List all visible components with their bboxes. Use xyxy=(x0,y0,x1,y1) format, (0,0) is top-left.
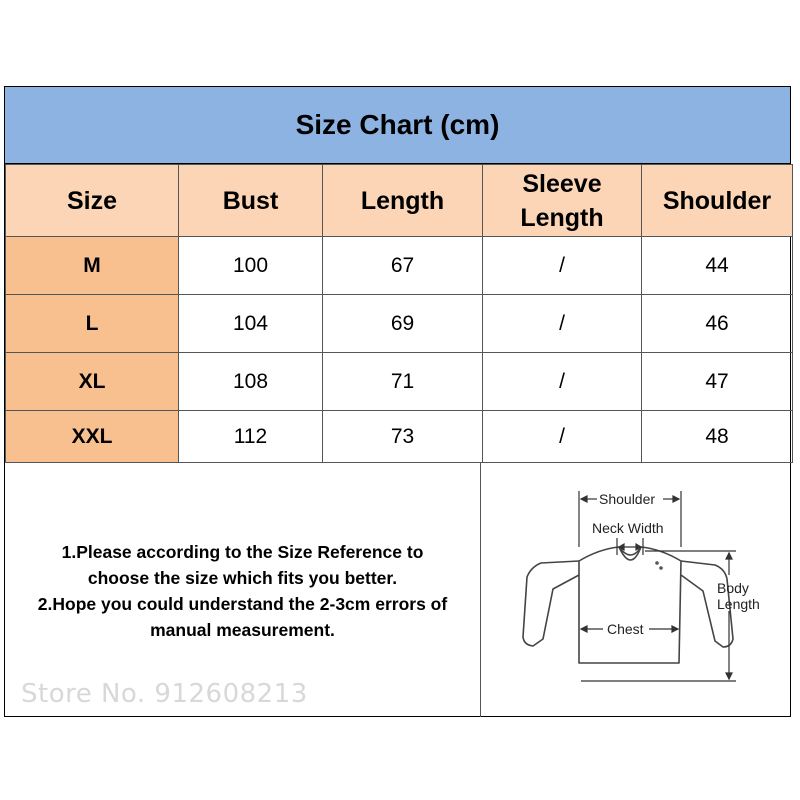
length-cell: 67 xyxy=(323,237,483,295)
header-length: Length xyxy=(323,165,483,237)
body-length-label-line1: Body xyxy=(717,580,749,596)
table-row xyxy=(6,353,793,411)
bust-cell: 112 xyxy=(179,411,323,463)
note-line: manual measurement. xyxy=(150,620,335,640)
measurement-diagram xyxy=(481,463,790,717)
sweater-diagram xyxy=(481,463,791,717)
size-cell: XXL xyxy=(6,411,179,463)
notes-panel xyxy=(5,463,481,717)
table-row xyxy=(6,411,793,463)
length-cell: 69 xyxy=(323,295,483,353)
length-cell: 71 xyxy=(323,353,483,411)
shoulder-buttons-icon xyxy=(655,561,663,570)
sleeve-cell: / xyxy=(483,295,642,353)
header-sleeve-line1: Sleeve xyxy=(522,169,602,198)
shoulder-label: Shoulder xyxy=(599,491,656,507)
size-notes xyxy=(5,539,480,643)
header-sleeve-line2: Length xyxy=(520,203,604,232)
length-cell: 73 xyxy=(323,411,483,463)
table-row xyxy=(6,295,793,353)
bust-cell: 100 xyxy=(179,237,323,295)
size-cell: XL xyxy=(6,353,179,411)
size-cell: L xyxy=(6,295,179,353)
bottom-section xyxy=(5,463,790,717)
shoulder-cell: 44 xyxy=(642,237,793,295)
body-length-arrow-icon xyxy=(581,551,736,681)
note-line: 2.Hope you could understand the 2-3cm errors of xyxy=(37,594,448,614)
size-chart xyxy=(4,86,791,717)
chart-title: Size Chart (cm) xyxy=(5,87,790,164)
shoulder-cell: 47 xyxy=(642,353,793,411)
bust-cell: 108 xyxy=(179,353,323,411)
table-row xyxy=(6,237,793,295)
shoulder-cell: 48 xyxy=(642,411,793,463)
size-cell: M xyxy=(6,237,179,295)
store-watermark: Store No. 912608213 xyxy=(21,679,308,709)
header-size: Size xyxy=(6,165,179,237)
bust-cell: 104 xyxy=(179,295,323,353)
note-line: 1.Please according to the Size Reference to xyxy=(61,542,424,562)
table-header-row xyxy=(6,165,793,237)
header-sleeve-length xyxy=(483,165,642,237)
sleeve-cell: / xyxy=(483,411,642,463)
sweater-outline-icon xyxy=(523,547,733,663)
note-line: choose the size which fits you better. xyxy=(87,568,398,588)
body-length-label-line2: Length xyxy=(717,596,760,612)
header-shoulder: Shoulder xyxy=(642,165,793,237)
sleeve-cell: / xyxy=(483,237,642,295)
size-table xyxy=(5,164,793,463)
chest-label: Chest xyxy=(607,621,644,637)
header-bust: Bust xyxy=(179,165,323,237)
sleeve-cell: / xyxy=(483,353,642,411)
neck-width-label: Neck Width xyxy=(592,520,664,536)
shoulder-cell: 46 xyxy=(642,295,793,353)
